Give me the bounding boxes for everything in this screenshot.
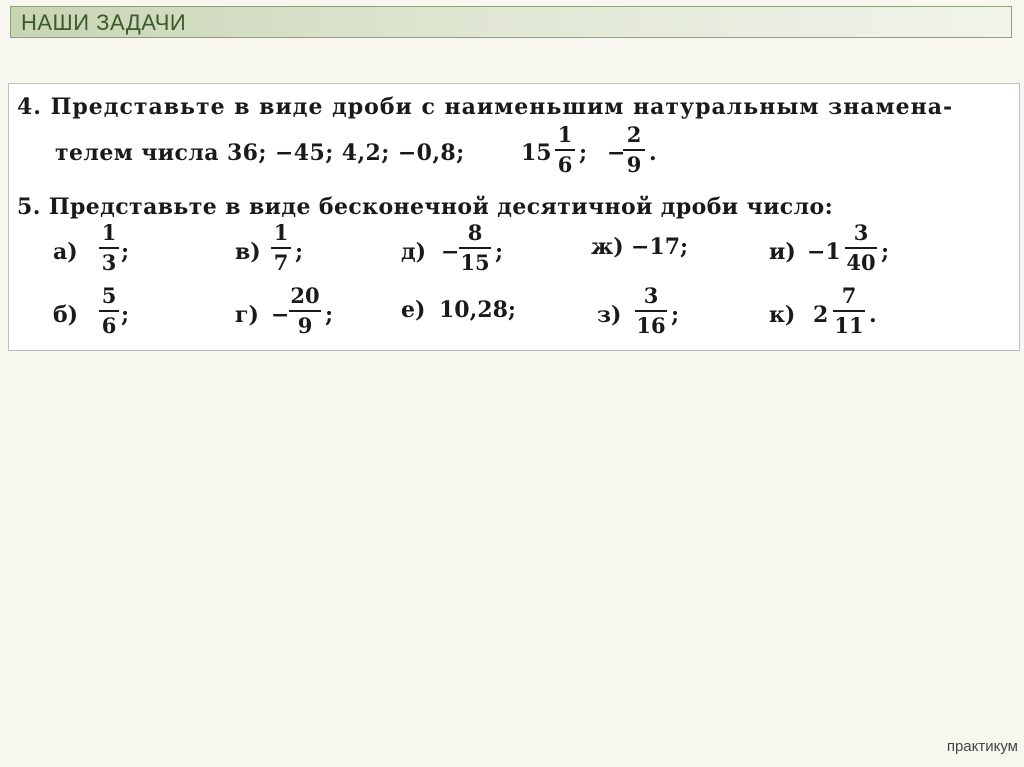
item-z-label: з) [597, 302, 622, 328]
denominator: 40 [846, 250, 876, 275]
item-g-label: г) [235, 302, 259, 328]
fraction-bar [289, 310, 321, 312]
item-d-fraction [459, 220, 491, 275]
numerator: 7 [841, 283, 857, 308]
numerator: 1 [273, 220, 289, 245]
item-zh-label: ж) [591, 234, 624, 260]
numerator: 1 [557, 122, 573, 147]
fraction-bar [845, 247, 877, 249]
slide-header [10, 6, 1012, 38]
numerator: 2 [626, 122, 642, 147]
footer-label: практикум [946, 738, 1018, 755]
numerator: 1 [101, 220, 117, 245]
item-d-label: д) [401, 239, 427, 265]
numerator: 3 [853, 220, 869, 245]
fraction-bar [459, 247, 491, 249]
item-b-fraction [99, 283, 119, 338]
item-zh-value: −17; [631, 234, 689, 260]
task4-mixed-fraction [555, 122, 575, 177]
denominator: 3 [101, 250, 117, 275]
item-d-suffix: ; [495, 239, 504, 265]
denominator: 6 [101, 313, 117, 338]
item-k-whole: 2 [813, 302, 829, 328]
numerator: 8 [467, 220, 483, 245]
fraction-bar [623, 149, 645, 151]
fraction-bar [635, 310, 667, 312]
slide-title: НАШИ ЗАДАЧИ [21, 10, 187, 35]
fraction-bar [833, 310, 865, 312]
item-e-value: 10,28; [439, 297, 517, 323]
fraction-bar [99, 247, 119, 249]
item-b-suffix: ; [121, 302, 130, 328]
fraction-bar [99, 310, 119, 312]
item-k-suffix: . [869, 302, 877, 328]
item-z-suffix: ; [671, 302, 680, 328]
item-a-fraction [99, 220, 119, 275]
item-i-fraction [845, 220, 877, 275]
numerator: 3 [643, 283, 659, 308]
item-b-label: б) [53, 302, 79, 328]
numerator: 20 [290, 283, 320, 308]
numerator: 5 [101, 283, 117, 308]
task4-neg-fraction [623, 122, 645, 177]
task5-title: 5. Представьте в виде бесконечной десятичной дроби число: [17, 194, 834, 220]
denominator: 16 [636, 313, 666, 338]
task4-mixed-whole: 15 [521, 140, 552, 166]
denominator: 6 [557, 152, 573, 177]
item-e-label: е) [401, 297, 426, 323]
item-i-suffix: ; [881, 239, 890, 265]
item-g-sign: − [271, 302, 290, 328]
item-d-sign: − [441, 239, 460, 265]
item-k-label: к) [769, 302, 796, 328]
item-z-fraction [635, 283, 667, 338]
task4-line2: телем числа 36; −45; 4,2; −0,8; [55, 140, 465, 166]
item-g-suffix: ; [325, 302, 334, 328]
item-g-fraction [289, 283, 321, 338]
item-v-fraction [271, 220, 291, 275]
task-image-box [8, 83, 1020, 351]
item-a-label: а) [53, 239, 78, 265]
denominator: 15 [460, 250, 490, 275]
item-a-suffix: ; [121, 239, 130, 265]
fraction-bar [271, 247, 291, 249]
denominator: 9 [626, 152, 642, 177]
task4-line1: 4. Представьте в виде дроби с наименьшим натуральным знамена- [17, 94, 954, 120]
item-k-fraction [833, 283, 865, 338]
fraction-bar [555, 149, 575, 151]
task4-neg-sign: − [607, 140, 626, 166]
item-v-suffix: ; [295, 239, 304, 265]
task4-end: . [649, 140, 657, 166]
denominator: 11 [834, 313, 864, 338]
item-i-whole: −1 [807, 239, 841, 265]
denominator: 9 [297, 313, 313, 338]
task4-sep: ; [579, 140, 588, 166]
denominator: 7 [273, 250, 289, 275]
item-v-label: в) [235, 239, 261, 265]
item-i-label: и) [769, 239, 796, 265]
